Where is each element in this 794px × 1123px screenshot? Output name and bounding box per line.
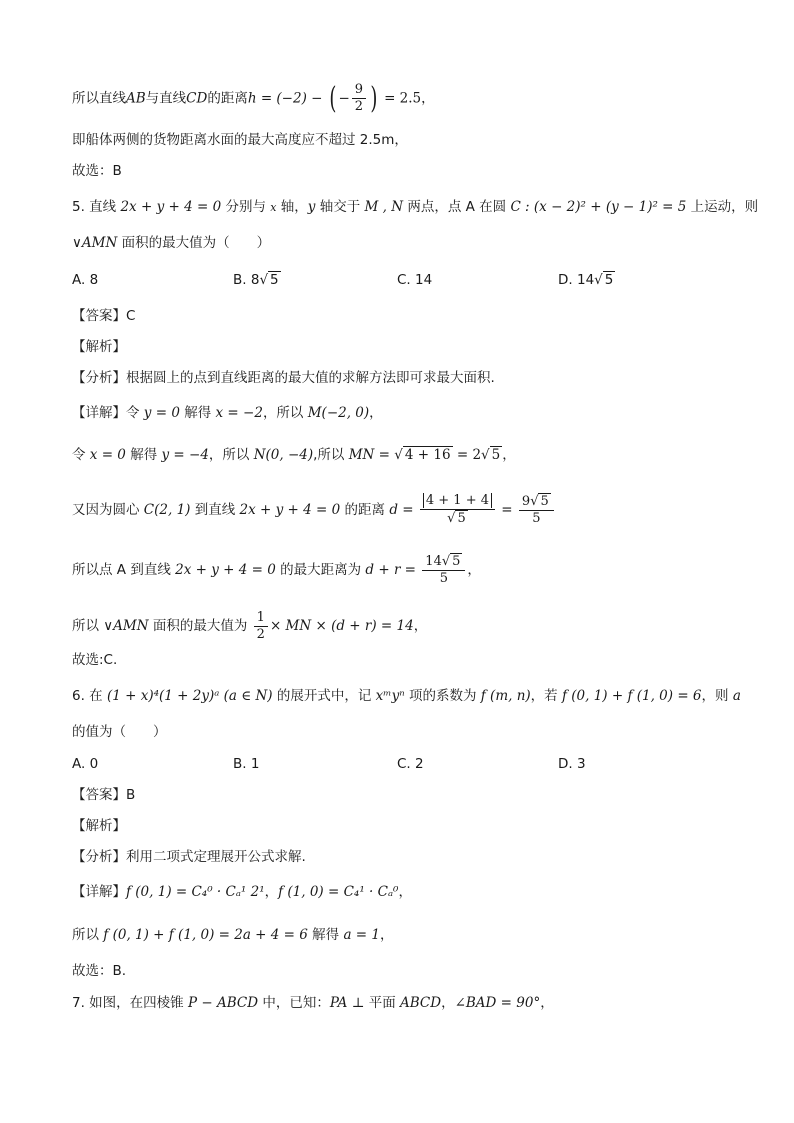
text: 与直线 bbox=[145, 90, 187, 107]
question-6-line2: 的值为（ ） bbox=[72, 724, 167, 740]
analysis-6-summary: 【分析】利用二项式定理展开公式求解. bbox=[72, 849, 306, 865]
q5-option-c: C. 14 bbox=[397, 272, 433, 288]
detail-5-line3: 又因为圆心 C(2, 1) 到直线 2x + y + 4 = 0 的距离 d = $\frac{4 + 1 + 4}{√ 5}$ = $\frac{9√ 5}{5}$ bbox=[72, 490, 556, 530]
detail-5-line2: 令 x = 0 解得 y = −4，所以 N(0, −4),所以 MN = √ 4 + 16 = 2√ 5 ， bbox=[72, 447, 516, 463]
text: 的距离 bbox=[207, 90, 248, 107]
question-6: 6. 在 (1 + x)⁴(1 + 2y)ᵃ (a ∈ N) 的展开式中，记 xᵐyⁿ 项的系数为 f (m, n)，若 f (0, 1) + f (1, 0) = 6，则 a bbox=[72, 688, 741, 704]
question-7: 7. 如图，在四棱锥 P − ABCD 中，已知：PA ⊥ 平面 ABCD，∠BAD = 90°， bbox=[72, 995, 554, 1011]
detail-5-line4: 所以点 A 到直线 2x + y + 4 = 0 的最大距离为 d + r = $\frac{14√ 5}{5}$ ， bbox=[72, 554, 481, 586]
choice-6: 故选：B. bbox=[72, 963, 127, 979]
question-5-line2: ∨AMN 面积的最大值为（ ） bbox=[72, 235, 271, 251]
q6-option-b: B. 1 bbox=[233, 756, 260, 772]
conclusion-line: 即船体两侧的货物距离水面的最大高度应不超过 2.5m， bbox=[72, 132, 408, 148]
paren-open: ( bbox=[329, 80, 337, 116]
text: ， bbox=[421, 90, 435, 107]
q6-option-a: A. 0 bbox=[72, 756, 99, 772]
fraction: $\frac{4 + 1 + 4}{√ 5}$ bbox=[420, 493, 495, 527]
detail-6-line1: 【详解】f (0, 1) = C₄⁰ · Cₐ¹ 2¹，f (1, 0) = C₄¹ · Cₐ⁰， bbox=[72, 884, 412, 900]
math: = 2.5 bbox=[379, 90, 422, 107]
analysis-5-summary: 【分析】根据圆上的点到直线距离的最大值的求解方法即可求最大面积. bbox=[72, 370, 495, 386]
q6-option-d: D. 3 bbox=[558, 756, 586, 772]
text: 所以直线 bbox=[72, 90, 126, 107]
math: h = (−2) − bbox=[247, 90, 327, 107]
math: CD bbox=[186, 90, 208, 107]
analysis-5-heading: 【解析】 bbox=[72, 339, 126, 355]
choice-line: 故选：B bbox=[72, 163, 122, 179]
fraction: $\frac{14√ 5}{5}$ bbox=[422, 553, 465, 587]
answer-5: 【答案】C bbox=[72, 308, 136, 324]
q5-option-b: B. 8√ 5 bbox=[233, 272, 279, 288]
math: AB bbox=[126, 90, 146, 107]
detail-5-line1: 【详解】令 y = 0 解得 x = −2，所以 M(−2, 0)， bbox=[72, 405, 383, 421]
choice-5: 故选:C. bbox=[72, 652, 118, 668]
fraction: $\frac{1}{2}$ bbox=[254, 610, 268, 643]
fraction: $\frac{9√ 5}{5}$ bbox=[519, 493, 554, 527]
detail-6-line2: 所以 f (0, 1) + f (1, 0) = 2a + 4 = 6 解得 a = 1， bbox=[72, 927, 394, 943]
distance-result-line: 所以直线AB与直线CD的距离h = (−2) − ( − $\frac{9}{2}$ ) = 2.5， bbox=[72, 80, 435, 116]
q6-option-c: C. 2 bbox=[397, 756, 424, 772]
detail-5-line5: 所以 ∨AMN 面积的最大值为 $\frac{1}{2}$ × MN × (d + r) = 14， bbox=[72, 609, 428, 642]
fraction: $\frac{9}{2}$ bbox=[352, 82, 366, 115]
analysis-6-heading: 【解析】 bbox=[72, 818, 126, 834]
q5-option-a: A. 8 bbox=[72, 272, 99, 288]
paren-close: ) bbox=[370, 80, 378, 116]
answer-6: 【答案】B bbox=[72, 787, 136, 803]
question-5: 5. 直线 2x + y + 4 = 0 分别与 x 轴，y 轴交于 M , N 两点，点 A 在圆 C : (x − 2)² + (y − 1)² = 5 上运动，则 bbox=[72, 199, 759, 215]
q5-option-d: D. 14√ 5 bbox=[558, 272, 614, 288]
